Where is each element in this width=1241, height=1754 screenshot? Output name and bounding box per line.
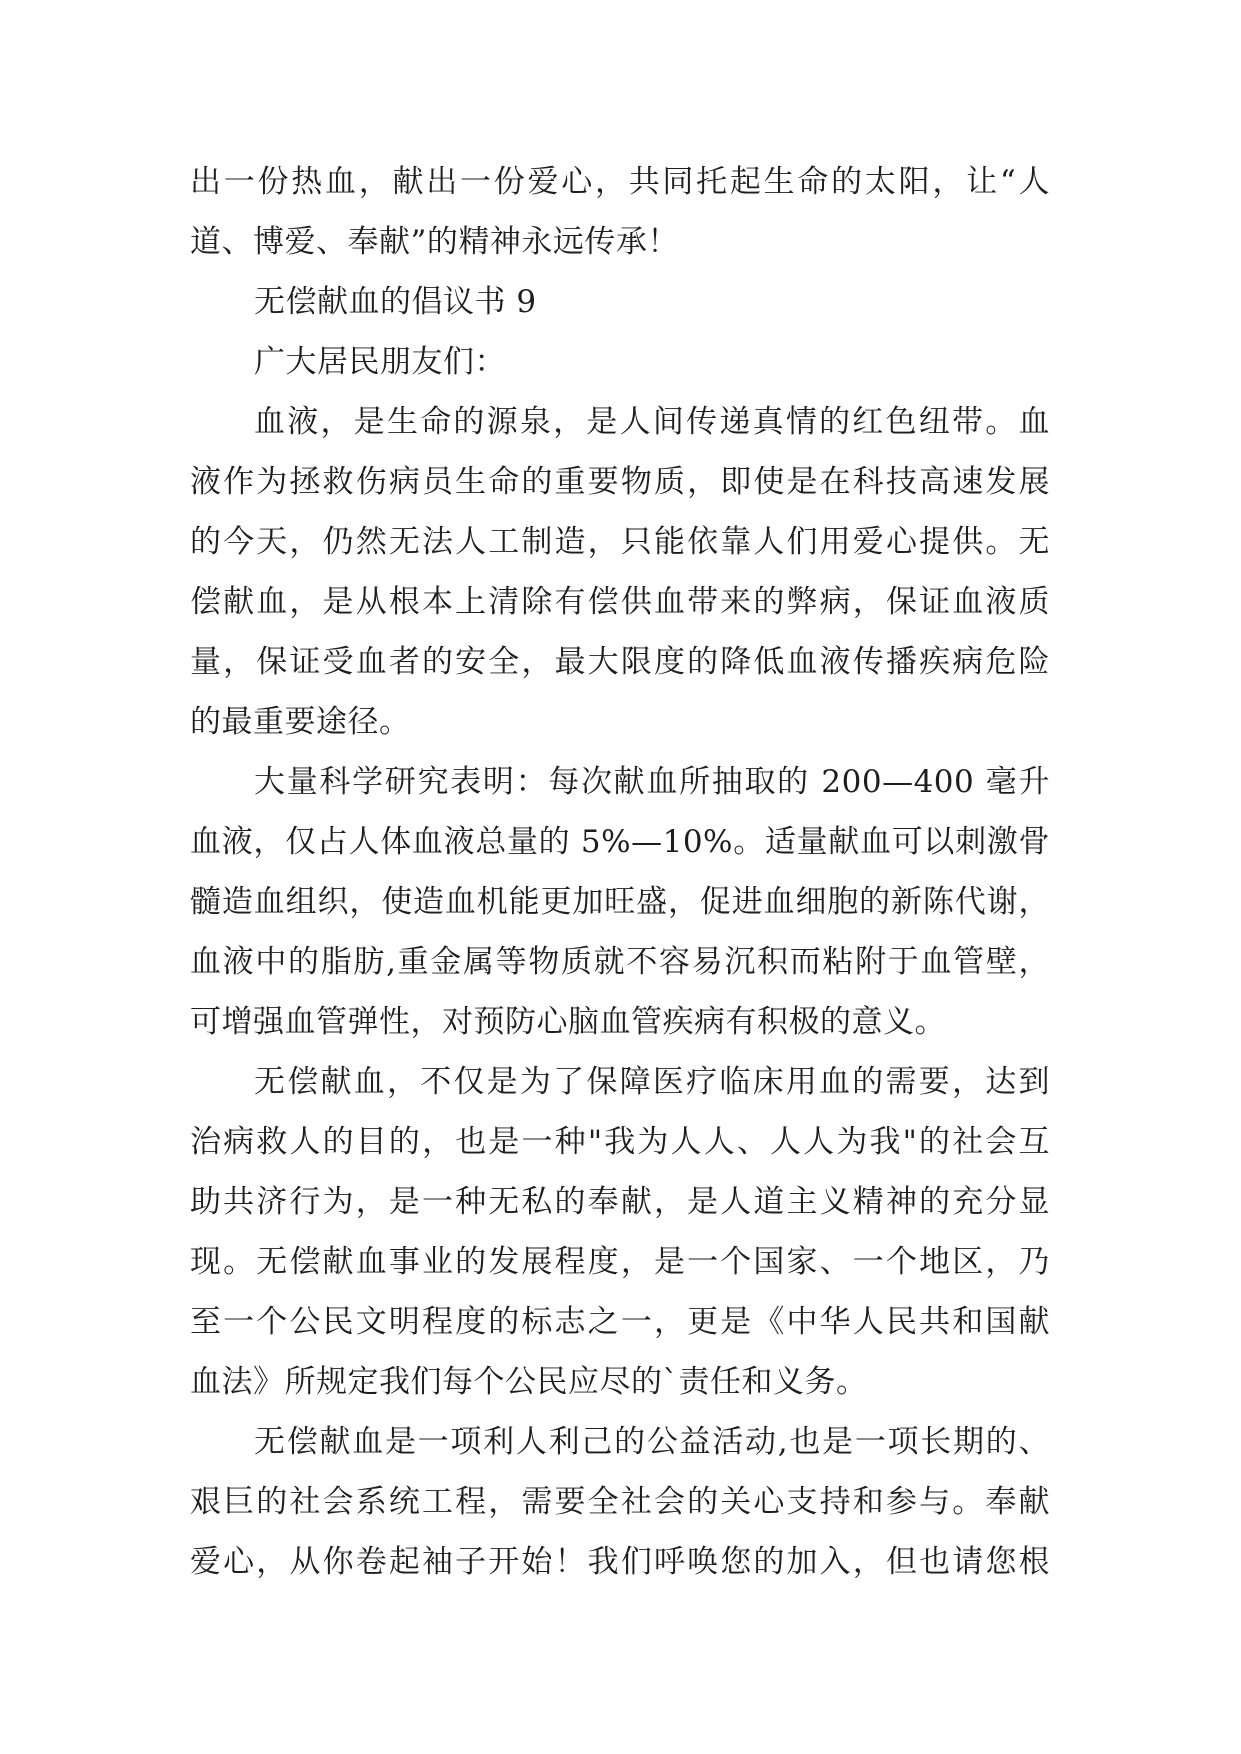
body-text-line: 偿献血，是从根本上清除有偿供血带来的弊病，保证血液质	[190, 584, 1050, 620]
body-text-line: 的今天，仍然无法人工制造，只能依靠人们用爱心提供。无	[190, 524, 1050, 560]
body-text-line: 治病救人的目的，也是一种"我为人人、人人为我"的社会互	[190, 1124, 1050, 1160]
body-text-line: 出一份热血，献出一份爱心，共同托起生命的太阳，让“人	[190, 164, 1050, 200]
body-text-line: 助共济行为，是一种无私的奉献，是人道主义精神的充分显	[190, 1184, 1050, 1220]
body-text-line: 血液，仅占人体血液总量的 5%—10%。适量献血可以刺激骨	[190, 824, 1050, 860]
body-text-line: 艰巨的社会系统工程，需要全社会的关心支持和参与。奉献	[190, 1484, 1050, 1520]
section-heading: 无偿献血的倡议书 9	[254, 284, 537, 320]
salutation: 广大居民朋友们：	[254, 344, 506, 380]
body-text-line: 无偿献血是一项利人利己的公益活动,也是一项长期的、	[254, 1424, 1050, 1460]
body-text-line: 无偿献血，不仅是为了保障医疗临床用血的需要，达到	[254, 1064, 1050, 1100]
body-text-line: 道、博爱、奉献”的精神永远传承！	[190, 224, 679, 260]
body-text-line: 可增强血管弹性，对预防心脑血管疾病有积极的意义。	[190, 1004, 946, 1040]
body-text-line: 血法》所规定我们每个公民应尽的`责任和义务。	[190, 1364, 868, 1400]
body-text-line: 液作为拯救伤病员生命的重要物质，即使是在科技高速发展	[190, 464, 1050, 500]
body-text-line: 血液，是生命的源泉，是人间传递真情的红色纽带。血	[254, 404, 1050, 440]
body-text-line: 髓造血组织，使造血机能更加旺盛，促进血细胞的新陈代谢，	[190, 884, 1050, 920]
body-text-line: 血液中的脂肪,重金属等物质就不容易沉积而粘附于血管壁，	[190, 944, 1050, 980]
body-text-line: 的最重要途径。	[190, 704, 411, 740]
body-text-line: 至一个公民文明程度的标志之一，更是《中华人民共和国献	[190, 1304, 1050, 1340]
body-text-line: 现。无偿献血事业的发展程度，是一个国家、一个地区，乃	[190, 1244, 1050, 1280]
body-text-line: 大量科学研究表明：每次献血所抽取的 200—400 毫升	[254, 764, 1050, 800]
body-text-line: 爱心，从你卷起袖子开始！我们呼唤您的加入，但也请您根	[190, 1544, 1050, 1580]
body-text-line: 量，保证受血者的安全，最大限度的降低血液传播疾病危险	[190, 644, 1050, 680]
